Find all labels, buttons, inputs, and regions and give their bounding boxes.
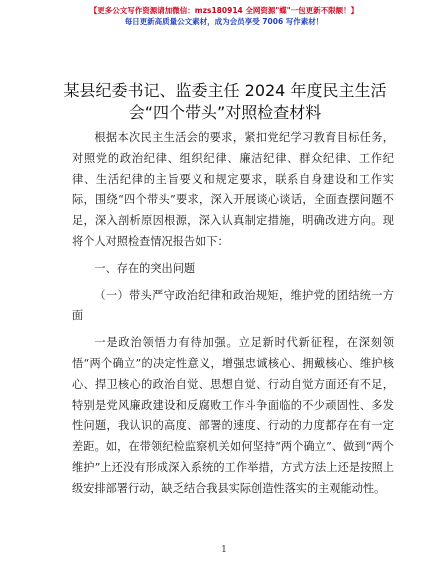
document-title [40, 80, 410, 124]
subsection-heading: （一）带头严守政治纪律和政治规矩，维护党的团结统一方面 [72, 288, 394, 323]
banner-subscribe-line: 每日更新高质量公文素材，成为会员享受 7006 写作素材！ [124, 17, 324, 26]
section-heading: 一、存在的突出问题 [94, 261, 196, 275]
page-number: 1 [221, 545, 227, 555]
resource-banner [0, 5, 448, 27]
body-paragraph: 一是政治领悟力有待加强。立足新时代新征程，在深刻领悟“两个确立”的决定性意义，增强忠诚核心、拥戴核心、维护核心、捍卫核心的政治自觉、思想自觉、行动自觉方面还有不足，特别是党风廉政建设和反腐败工作斗争面临的不少顽固性、多发性问题，我认识的高度、部署的速度、行动的力度都存在有一定差距。如，在带领纪检监察机关如何坚持“两个确立”、做到“两个维护”上还没有形成深入系统的工作举措，方式方法上还是按照上级安排部署行动，缺乏结合我县实际创造性落实的主观能动性。 [72, 336, 394, 495]
title-line-1: 某县纪委书记、监委主任 2024 年度民主生活 [63, 81, 387, 100]
title-line-2: 会“四个带头”对照检查材料 [128, 103, 322, 122]
banner-promo-line: 【更多公文写作资源请加微信：mzs180914 全网资源"蝶"一包更新不限额！】 [89, 6, 359, 15]
intro-paragraph: 根据本次民主生活会的要求，紧扣党纪学习教育目标任务，对照党的政治纪律、组织纪律、廉洁纪律、群众纪律、工作纪律、生活纪律的主旨要义和规定要求，联系自身建设和工作实际，围绕“四个带头”要求，深入开展谈心谈话，全面查摆问题不足，深入剖析原因根源，深入认真制定措施，明确改进方向。现将个人对照检查情况报告如下： [72, 131, 394, 248]
document-body [72, 128, 394, 500]
